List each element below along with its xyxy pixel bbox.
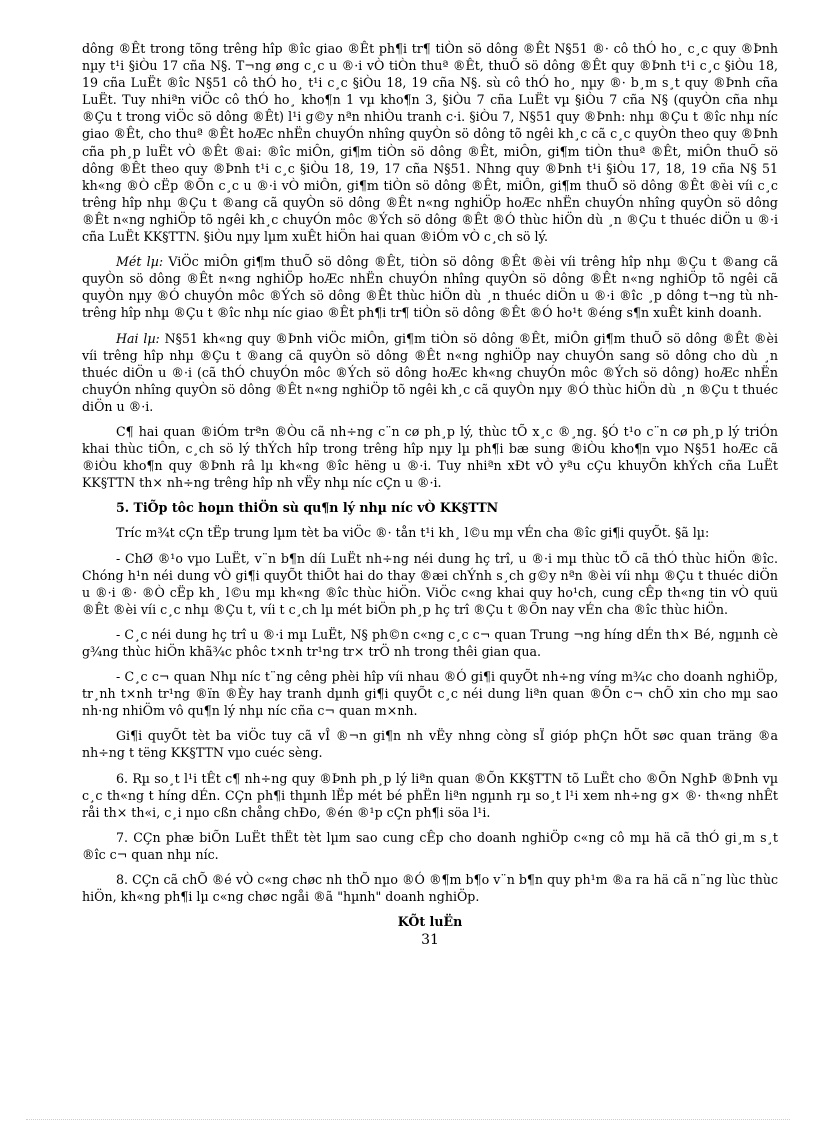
paragraph-three-tasks: Tríc m¾t cÇn tËp trung lµm tèt ba viÖc ®· tån t¹i kh¸ l©u mµ vÉn cha ®îc gi¶i quyÕt. §ã lµ: bbox=[116, 525, 710, 541]
page-number: 31 bbox=[421, 932, 439, 949]
list-item-task-3: - C¸c c¬ quan Nhµ níc t¨ng cêng phèi hîp víi nhau ®Ó gi¶i quyÕt nh÷ng víng m¾c cho doanh nghiÖp, tr¸nh t×nh tr¹ng ®ïn ®Èy hay tranh dµnh gi¶i quyÕt c¸c néi dung liªn quan ®Õn c¬ chÕ xin cho mµ sao nh·ng nhiÖm vô qu¶n lý nhµ níc cña c¬ quan m×nh. bbox=[82, 669, 778, 719]
list-item-task-1: - ChØ ®¹o vµo LuËt, v¨n b¶n díi LuËt nh÷ng néi dung hç trî, u ®·i mµ thùc tÕ cã thÓ thùc hiÖn ®îc. Chóng h¹n néi dung vÒ gi¶i quyÕt thiÕt hai do thay ®æi chÝnh s¸ch g©y nªn ®èi víi nhµ ®Çu t thuéc diÖn u ®·i ®· ®Ò cËp kh¸ l©u mµ kh«ng ®îc thùc hiÖn. ViÖc c«ng khai quy ho¹ch, cung cÊp th«ng tin vÒ quü ®Êt ®èi víi c¸c nhµ ®Çu t, víi t c¸ch lµ mét biÖn ph¸p hç trî ®Çu t ®Õn nay vÉn cha ®îc thùc hiÖn. bbox=[82, 550, 778, 617]
view-two-lead: Hai lµ: bbox=[116, 330, 160, 346]
section-heading-5: 5. TiÕp tôc hoµn thiÖn sù qu¶n lý nhµ níc vÒ KK§TTN bbox=[116, 500, 499, 516]
paragraph-summary: Gi¶i quyÕt tèt ba viÖc tuy cã vÎ ®¬n gi¶n nh vËy nhng còng sÏ gióp phÇn hÕt søc quan träng ®a nh÷ng t tëng KK§TTN vµo cuéc sèng. bbox=[82, 728, 778, 761]
page-bottom-divider bbox=[26, 1119, 790, 1120]
conclusion-heading: KÕt luËn bbox=[397, 914, 463, 930]
paragraph-point-7: 7. CÇn phæ biÕn LuËt thËt tèt lµm sao cung cÊp cho doanh nghiÖp c«ng cô mµ hä cã thÓ gi¸m s¸t ®îc c¬ quan nhµ níc. bbox=[82, 829, 778, 862]
paragraph-view-two bbox=[82, 330, 778, 415]
paragraph-point-6: 6. Rµ so¸t l¹i tÊt c¶ nh÷ng quy ®Þnh ph¸p lý liªn quan ®Õn KK§TTN tõ LuËt cho ®Õn NghÞ ®Þnh vµ c¸c th«ng t híng dÉn. CÇn ph¶i thµnh lËp mét bé phËn liªn ngµnh rµ so¸t l¹i xem nh÷ng g× ®· th«ng nhÊt råi th× th«i, c¸i nµo cßn chång chÐo, ®én ®¹p cÇn ph¶i söa l¹i. bbox=[82, 770, 778, 820]
document-page bbox=[82, 40, 778, 949]
list-item-task-2: - C¸c néi dung hç trî u ®·i mµ LuËt, N§ ph©n c«ng c¸c c¬ quan Trung ¬ng híng dÉn th× Bé, ngµnh cè g¾ng thùc hiÖn khã¾c phôc t×nh tr¹ng tr× trÖ nh trong thêi gian qua. bbox=[82, 626, 778, 659]
paragraph-view-one bbox=[82, 253, 778, 321]
paragraph-assessment: C¶ hai quan ®iÓm trªn ®Òu cã nh÷ng c¨n cø ph¸p lý, thùc tÕ x¸c ®¸ng. §Ó t¹o c¨n cø ph¸p lý triÓn khai thùc tiÔn, c¸ch sö lý thÝch hîp trong trêng hîp nµy lµ ph¶i bæ sung ®iÒu kho¶n vµo N§51 hoÆc cã ®iÒu kho¶n quy ®Þnh râ lµ kh«ng ®îc hëng u ®·i. Tuy nhiªn xÐt vÒ yªu cÇu khuyÕn khÝch cña LuËt KK§TTN th× nh÷ng trêng hîp nh vËy nhµ níc cÇn u ®·i. bbox=[82, 423, 778, 491]
view-one-text: ViÖc miÔn gi¶m thuÕ sö dông ®Êt, tiÒn sö dông ®Êt ®èi víi trêng hîp nhµ ®Çu t ®ang cã quyÒn sö dông ®Êt n«ng nghiÖp hoÆc nhËn chuyÓn nhîng quyÒn sö dông ®Êt n«ng nghiÖp tõ ngêi cã quyÒn nµy ®Ó chuyÓn môc ®Ých sö dông ®Êt thùc hiÖn dù ¸n thuéc diÖn u ®·i ®îc ¸p dông t¬ng tù nh trêng hîp nhµ ®Çu t ®îc nhµ níc giao ®Êt ph¶i tr¶ tiÒn sö dông ®Êt ®Ó ho¹t ®éng s¶n xuÊt kinh doanh. bbox=[82, 254, 778, 321]
paragraph-point-8: 8. CÇn cã chÕ ®é vÒ c«ng chøc nh thÕ nµo ®Ó ®¶m b¶o v¨n b¶n quy ph¹m ®a ra hä cã n¨ng lùc thùc hiÖn, kh«ng ph¶i lµ c«ng chøc ngåi ®ã "hµnh" doanh nghiÖp. bbox=[82, 872, 778, 905]
paragraph-1: dông ®Êt trong tõng trêng hîp ®îc giao ®Êt ph¶i tr¶ tiÒn sö dông ®Êt N§51 ®· cô thÓ ho¸ c¸c quy ®Þnh nµy t¹i §iÒu 17 cña N§. T¬ng øng c¸c u ®·i vÒ tiÒn thuª ®Êt, thuÕ sö dông ®Êt quy ®Þnh t¹i c¸c §iÒu 18, 19 cña LuËt ®îc N§51 cô thÓ ho¸ t¹i c¸c §iÒu 18, 19 cña N§. sù cô thÓ ho¸ nµy ®· b¸m s¸t quy ®Þnh cña LuËt. Tuy nhiªn viÖc cô thÓ ho¸ kho¶n 1 vµ kho¶n 3, §iÒu 7 cña LuËt vµ §iÒu 7 cña N§ (quyÒn cña nhµ ®Çu t trong viÖc sö dông ®Êt) l¹i g©y nªn nhiÒu tranh c·i. §iÒu 7, N§51 quy ®Þnh: nhµ ®Çu t ®îc nhµ níc giao ®Êt, cho thuª ®Êt hoÆc nhËn chuyÓn nhîng quyÒn sö dông tõ ngêi kh¸c cã c¸c quyÒn theo quy ®Þnh cña ph¸p luËt vÒ ®Êt ®ai: ®îc miÔn, gi¶m tiÒn sö dông ®Êt, miÔn, gi¶m tiÒn thuª ®Êt, miÔn thuÕ sö dông ®Êt theo quy ®Þnh t¹i c¸c §iÒu 18, 19, 17 cña N§51. Nhng quy ®Þnh t¹i §iÒu 17, 18, 19 cña N§ 51 kh«ng ®Ò cËp ®Õn c¸c u ®·i vÒ miÔn, gi¶m tiÒn sö dông ®Êt, miÔn, gi¶m thuÕ sö dông ®Êt ®èi víi c¸c trêng hîp nhµ ®Çu t ®ang cã quyÒn sö dông ®Êt n«ng nghiÖp hoÆc nhËn chuyÓn nhîng quyÒn sö dông ®Êt n«ng nghiÖp tõ ngêi kh¸c chuyÓn môc ®Ých sö dông ®Êt ®Ó thùc hiÖn dù ¸n ®Çu t thuéc diÖn u ®·i cña LuËt KK§TTN. §iÒu nµy lµm xuÊt hiÖn hai quan ®iÓm vÒ c¸ch sö lý. bbox=[82, 41, 778, 245]
view-two-text: N§51 kh«ng quy ®Þnh viÖc miÔn, gi¶m tiÒn sö dông ®Êt, miÔn gi¶m thuÕ sö dông ®Êt ®èi víi trêng hîp nhµ ®Çu t ®ang cã quyÒn sö dông ®Êt n«ng nghiÖp nay chuyÓn sang sö dông cho dù ¸n thuéc diÖn u ®·i (cã thÓ chuyÓn môc ®Ých sö dông hoÆc kh«ng chuyÓn môc ®Ých sö dông) hoÆc nhËn chuyÓn nhîng quyÒn sö dông ®Êt n«ng nghiÖp tõ ngêi kh¸c cã quyÒn nµy ®Ó thùc hiÖn dù ¸n ®Çu t thuéc diÖn u ®·i. bbox=[82, 330, 779, 414]
view-one-lead: Mét lµ: bbox=[116, 254, 164, 270]
